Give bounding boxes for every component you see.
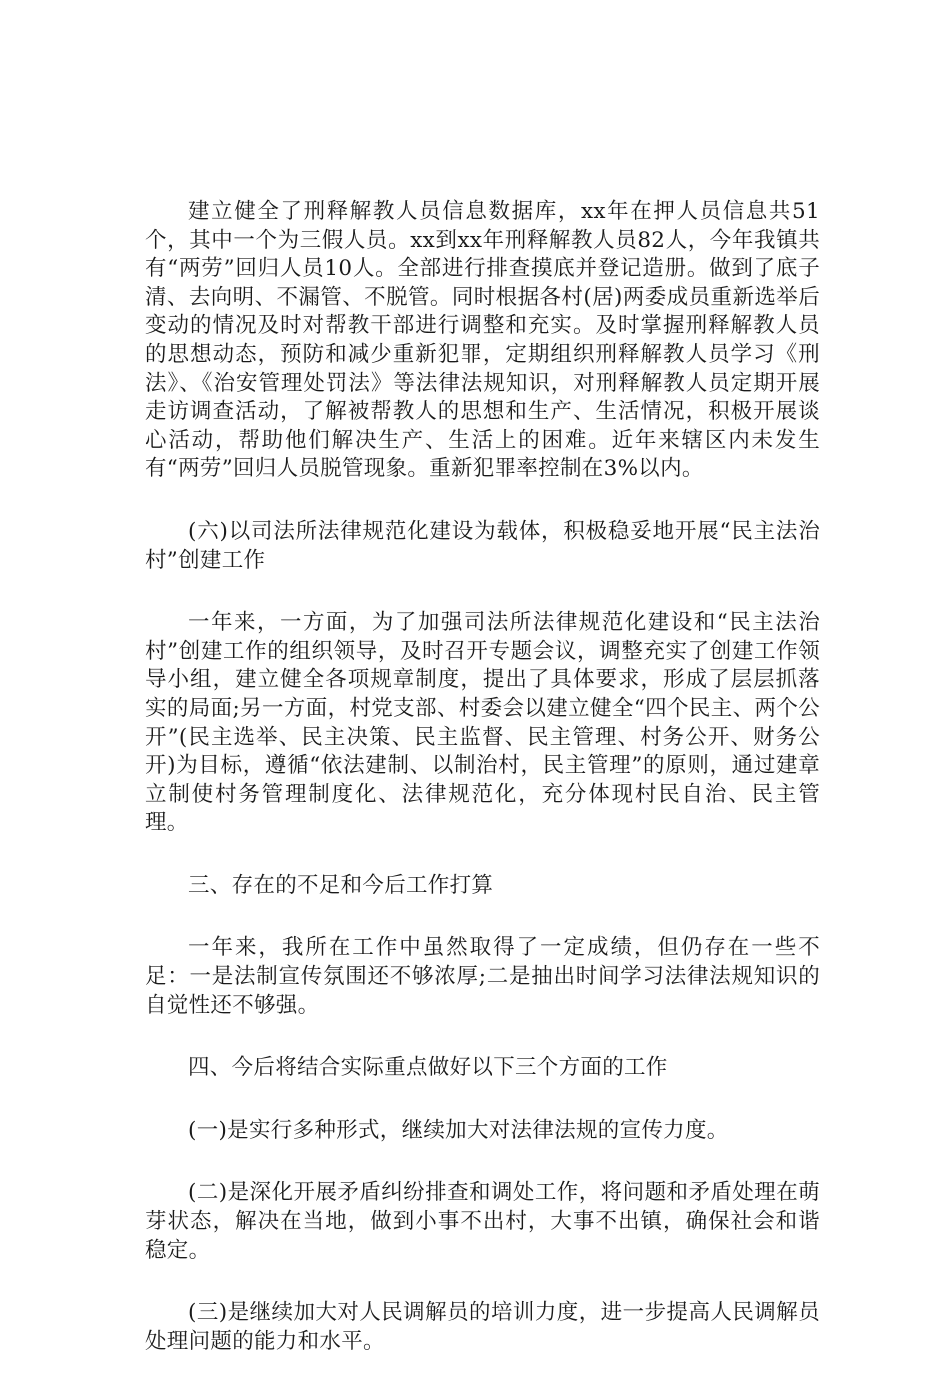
list-item-dispute-resolution: (二)是深化开展矛盾纠纷排查和调处工作，将问题和矛盾处理在萌芽状态，解决在当地，做到小事不出村，大事不出镇，确保社会和谐稳定。 <box>145 1180 820 1263</box>
paragraph-shortcomings: 一年来，我所在工作中虽然取得了一定成绩，但仍存在一些不足：一是法制宣传氛围还不够浓厚;二是抽出时间学习法律法规知识的自觉性还不够强。 <box>145 935 820 1018</box>
paragraph-democratic-village-work: 一年来，一方面，为了加强司法所法律规范化建设和“民主法治村”创建工作的组织领导，及时召开专题会议，调整充实了创建工作领导小组，建立健全各项规章制度，提出了具体要求，形成了层层抓落实的局面;另一方面，村党支部、村委会以建立健全“四个民主、两个公开”(民主选举、民主决策、民主监督、民主管理、村务公开、财务公开)为目标，遵循“依法建制、以制治村，民主管理”的原则，通过建章立制使村务管理制度化、法律规范化，充分体现村民自治、民主管理。 <box>145 610 820 836</box>
paragraph-ex-prisoner-database: 建立健全了刑释解教人员信息数据库，xx年在押人员信息共51个，其中一个为三假人员。xx到xx年刑释解教人员82人，今年我镇共有“两劳”回归人员10人。全部进行排查摸底并登记造册。做到了底子清、去向明、不漏管、不脱管。同时根据各村(居)两委成员重新选举后变动的情况及时对帮教干部进行调整和充实。及时掌握刑释解教人员的思想动态，预防和减少重新犯罪，定期组织刑释解教人员学习《刑法》、《治安管理处罚法》等法律法规知识，对刑释解教人员定期开展走访调查活动，了解被帮教人的思想和生产、生活情况，积极开展谈心活动，帮助他们解决生产、生活上的困难。近年来辖区内未发生有“两劳”回归人员脱管现象。重新犯罪率控制在3%以内。 <box>145 199 820 482</box>
list-item-mediator-training: (三)是继续加大对人民调解员的培训力度，进一步提高人民调解员处理问题的能力和水平。 <box>145 1300 820 1354</box>
heading-shortcomings-and-plans: 三、存在的不足和今后工作打算 <box>188 872 494 898</box>
heading-future-work: 四、今后将结合实际重点做好以下三个方面的工作 <box>188 1055 668 1081</box>
heading-democratic-rule-of-law-village: (六)以司法所法律规范化建设为载体，积极稳妥地开展“民主法治村”创建工作 <box>145 518 820 573</box>
list-item-legal-publicity: (一)是实行多种形式，继续加大对法律法规的宣传力度。 <box>188 1117 729 1143</box>
document-body <box>145 198 820 1390</box>
